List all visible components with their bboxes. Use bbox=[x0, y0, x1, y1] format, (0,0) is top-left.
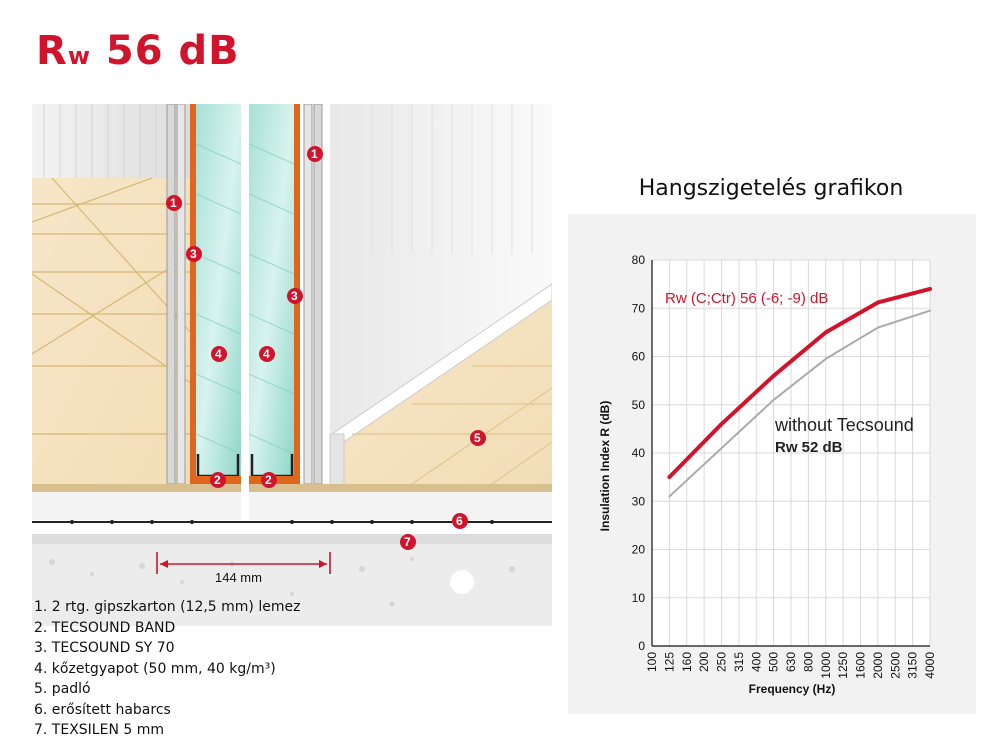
grey-series-annotation: without Tecsound bbox=[775, 415, 914, 435]
x-tick-label: 400 bbox=[749, 652, 764, 673]
legend-item: 4. kőzetgyapot (50 mm, 40 kg/m³) bbox=[34, 660, 276, 677]
x-tick-label: 2000 bbox=[870, 652, 885, 679]
svg-text:3: 3 bbox=[190, 247, 197, 261]
legend-item: 2. TECSOUND BAND bbox=[34, 619, 176, 636]
chart-title: Hangszigetelés grafikon bbox=[638, 176, 904, 201]
gypsum-board-right-inner bbox=[304, 104, 312, 484]
x-tick-label: 2500 bbox=[888, 652, 903, 679]
svg-text:4: 4 bbox=[215, 347, 222, 361]
wall-section-diagram bbox=[32, 104, 552, 626]
marker-5 bbox=[470, 430, 486, 446]
grey-series-annotation-rw: Rw 52 dB bbox=[775, 439, 843, 456]
legend-item: 5. padló bbox=[34, 681, 91, 697]
y-tick-label: 30 bbox=[631, 494, 645, 509]
svg-text:1: 1 bbox=[311, 147, 318, 161]
marker-2-right bbox=[261, 472, 277, 488]
x-tick-label: 160 bbox=[679, 652, 694, 673]
y-tick-label: 0 bbox=[638, 639, 645, 653]
y-tick-label: 50 bbox=[631, 397, 645, 412]
sound-insulation-chart bbox=[568, 214, 976, 714]
central-gap bbox=[241, 104, 249, 529]
rw-value: 56 dB bbox=[105, 28, 240, 74]
gypsum-board-left-inner bbox=[177, 104, 185, 484]
floor-slab-top-right bbox=[249, 484, 552, 492]
right-wall-post bbox=[330, 434, 344, 486]
legend-item: 1. 2 rtg. gipszkarton (12,5 mm) lemez bbox=[34, 599, 301, 615]
svg-text:5: 5 bbox=[474, 431, 481, 445]
floor-screed-right bbox=[249, 492, 552, 520]
rw-symbol: Rw bbox=[36, 28, 91, 74]
x-tick-label: 4000 bbox=[923, 652, 937, 679]
material-legend bbox=[34, 597, 300, 741]
svg-text:1: 1 bbox=[170, 196, 177, 210]
marker-4-left bbox=[211, 346, 227, 362]
y-tick-label: 70 bbox=[631, 301, 645, 316]
x-tick-label: 315 bbox=[731, 652, 746, 673]
tecsound-sy70-left bbox=[190, 104, 196, 484]
x-tick-label: 800 bbox=[801, 652, 816, 673]
legend-item: 3. TECSOUND SY 70 bbox=[34, 640, 175, 656]
marker-2-left bbox=[210, 472, 226, 488]
svg-text:7: 7 bbox=[404, 535, 411, 549]
floor-screed bbox=[32, 492, 241, 520]
marker-4-right bbox=[259, 346, 275, 362]
marker-1-left bbox=[166, 195, 182, 211]
x-tick-label: 200 bbox=[697, 652, 712, 673]
marker-3-right bbox=[287, 288, 303, 304]
legend-item: 6. erősített habarcs bbox=[34, 701, 171, 718]
x-tick-label: 3150 bbox=[905, 652, 920, 679]
rw-headline bbox=[36, 28, 240, 74]
x-axis-label: Frequency (Hz) bbox=[748, 682, 836, 696]
marker-1-right bbox=[307, 146, 323, 162]
x-tick-label: 500 bbox=[766, 652, 781, 673]
x-tick-label: 100 bbox=[645, 652, 659, 673]
x-tick-label: 1250 bbox=[836, 652, 851, 679]
x-tick-label: 630 bbox=[784, 652, 798, 673]
y-tick-label: 20 bbox=[631, 542, 645, 557]
svg-text:4: 4 bbox=[263, 347, 270, 361]
marker-3-left bbox=[186, 246, 202, 262]
svg-text:6: 6 bbox=[456, 514, 463, 528]
texsilen-layer bbox=[32, 534, 552, 544]
svg-text:2: 2 bbox=[265, 473, 272, 487]
y-tick-label: 80 bbox=[631, 253, 645, 267]
mineral-wool-right bbox=[249, 104, 294, 476]
x-tick-label: 250 bbox=[714, 652, 729, 673]
y-tick-label: 10 bbox=[631, 590, 645, 605]
y-axis-label: Insulation Index R (dB) bbox=[598, 400, 612, 532]
dimension-label: 144 mm bbox=[215, 570, 262, 585]
y-tick-label: 40 bbox=[631, 446, 645, 460]
gypsum-board-left-outer bbox=[167, 104, 175, 484]
y-tick-label: 60 bbox=[631, 349, 645, 364]
floor-slab-top bbox=[32, 484, 241, 492]
legend-item: 7. TEXSILEN 5 mm bbox=[34, 722, 165, 738]
x-tick-label: 125 bbox=[662, 652, 677, 673]
svg-text:2: 2 bbox=[214, 473, 221, 487]
marker-6 bbox=[452, 513, 468, 529]
svg-text:3: 3 bbox=[291, 289, 298, 303]
x-tick-label: 1000 bbox=[818, 652, 833, 679]
mineral-wool-left bbox=[196, 104, 241, 476]
red-series-annotation: Rw (C;Ctr) 56 (-6; -9) dB bbox=[665, 290, 829, 307]
marker-7 bbox=[400, 534, 416, 550]
rw-subscript: w bbox=[67, 42, 91, 70]
x-tick-label: 1600 bbox=[853, 652, 868, 679]
